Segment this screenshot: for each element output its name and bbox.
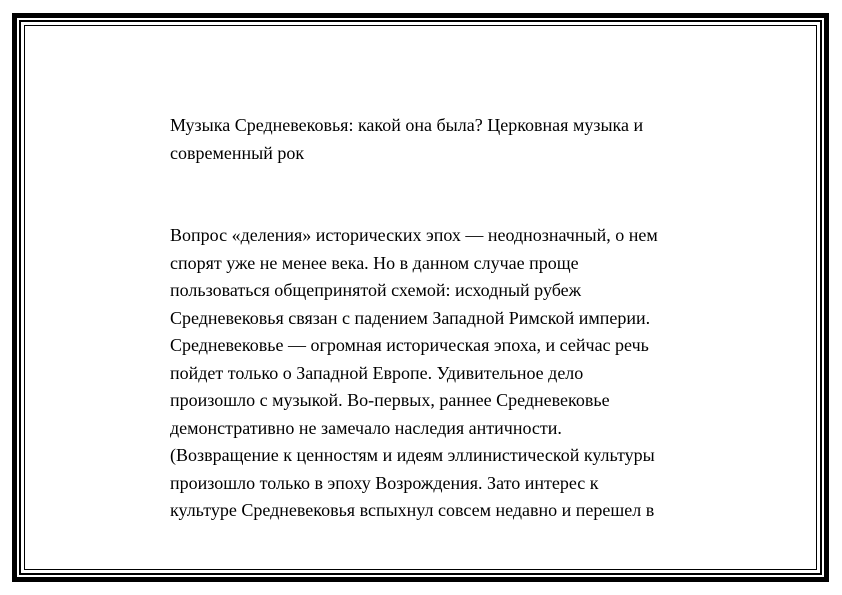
paragraph-gap [170, 167, 730, 222]
body-line: спорят уже не менее века. Но в данном случае проще [170, 252, 579, 273]
document-text [170, 112, 730, 525]
body-line: пойдет только о Западной Европе. Удивительное дело [170, 362, 584, 383]
body-line: Вопрос «деления» исторических эпох — неоднозначный, о нем [170, 225, 658, 245]
title-line: современный рок [170, 142, 305, 163]
body-line: Средневековья связан с падением Западной Римской империи. [170, 307, 651, 328]
title-line: Музыка Средневековья: какой она была? Церковная музыка и [170, 115, 644, 135]
body-line: Средневековье — огромная историческая эпоха, и сейчас речь [170, 335, 649, 355]
body-line: культуре Средневековья вспыхнул совсем недавно и перешел в [170, 500, 655, 520]
body-line: произошло с музыкой. Во-первых, раннее Средневековье [170, 390, 610, 410]
body-line: (Возвращение к ценностям и идеям эллинистической культуры [170, 445, 655, 465]
body-line: произошло только в эпоху Возрождения. Зато интерес к [170, 472, 599, 493]
document-title [170, 112, 730, 167]
body-line: демонстративно не замечало наследия античности. [170, 417, 562, 438]
document-body [170, 222, 730, 525]
body-line: пользоваться общепринятой схемой: исходный рубеж [170, 280, 582, 300]
